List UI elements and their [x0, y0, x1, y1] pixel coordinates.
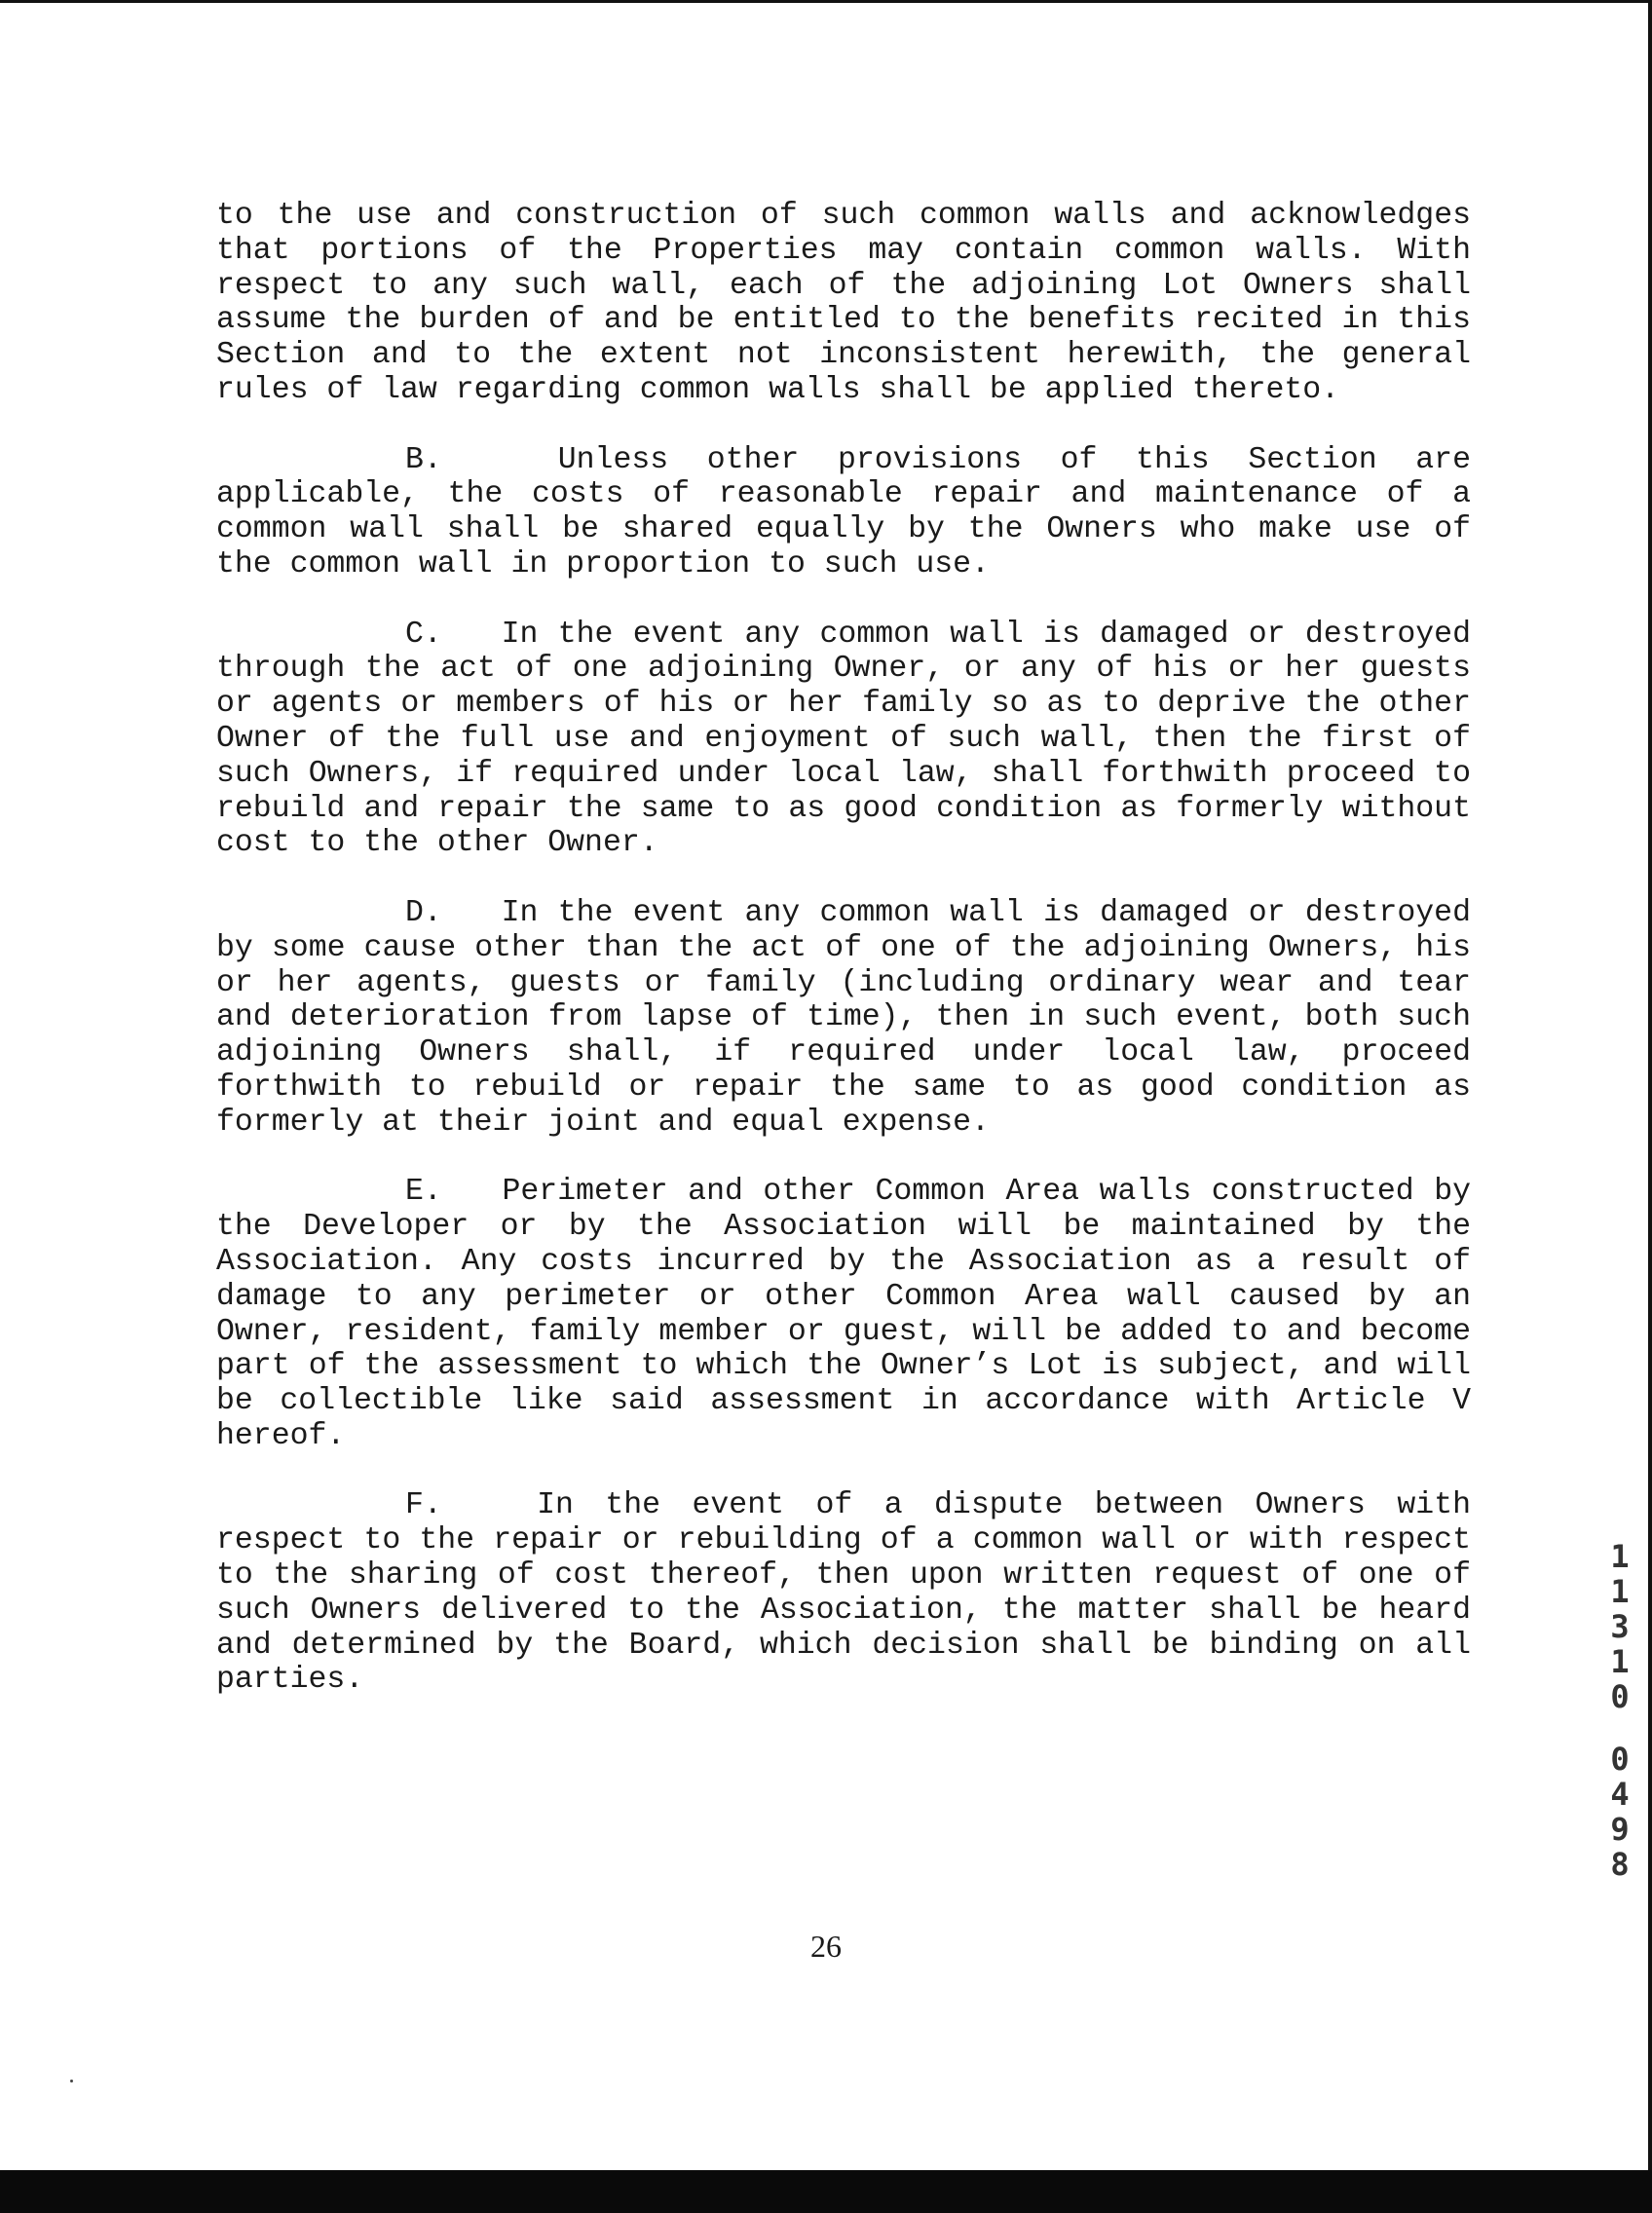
- stamp-gap: [1603, 1714, 1636, 1742]
- stamp-digit: 1: [1610, 1643, 1630, 1680]
- stamp-digit: 4: [1610, 1776, 1630, 1813]
- stamp-digit: 3: [1610, 1608, 1630, 1645]
- paragraph-label: D.: [405, 895, 442, 930]
- paragraph-c: [216, 618, 1471, 862]
- stamp-digit: 0: [1610, 1741, 1630, 1778]
- scan-speck: [70, 2080, 73, 2082]
- scan-bottom-edge: [0, 2170, 1652, 2213]
- paragraph-b: [216, 443, 1471, 582]
- paragraph-label: E.: [405, 1175, 442, 1210]
- paragraph-text: Perimeter and other Common Area walls constructed by the Developer or by the Association will be maintained by the Association. Any costs incurred by the Association as a result of damage to any perimeter or other Common Area wall caused by an Owner, resident, family member or guest, will be added to and become part of the assessment to which the Owner’s Lot is subject, and will be collectible like said assessment in accordance with Article V hereof.: [216, 1175, 1471, 1453]
- paragraph-continuation: [216, 199, 1471, 408]
- paragraph-label: C.: [405, 617, 442, 652]
- scan-top-edge: [0, 0, 1652, 3]
- paragraph-text: In the event any common wall is damaged or destroyed by some cause other than the act of one of the adjoining Owners, his or her agents, guests or family (including ordinary wear and tear and deterioration from lapse of time), then in such event, both such adjoining Owners shall, if required under local law, proceed forthwith to rebuild or repair the same to as good condition as formerly at their joint and equal expense.: [216, 895, 1471, 1140]
- paragraph-label: F.: [405, 1488, 442, 1523]
- page-number: 26: [810, 1929, 842, 1964]
- paragraph-e: [216, 1175, 1471, 1453]
- stamp-digit: 9: [1610, 1811, 1630, 1848]
- paragraph-text: to the use and construction of such common walls and acknowledges that portions of the Properties may contain common walls. With respect to any such wall, each of the adjoining Lot Owners shall assume the burden of and be entitled to the benefits recited in this Section and to the extent not inconsistent herewith, the general rules of law regarding common walls shall be applied thereto.: [216, 199, 1471, 407]
- paragraph-text: In the event of a dispute between Owners with respect to the repair or rebuilding of a common wall or with respect to the sharing of cost thereof, then upon written request of one of such Owners delivered to the Association, the matter shall be heard and determined by the Board, which decision shall be binding on all parties.: [216, 1488, 1472, 1698]
- body-text: [216, 199, 1471, 1733]
- paragraph-f: [216, 1488, 1471, 1698]
- stamp-digit: 0: [1610, 1678, 1630, 1715]
- paragraph-text: Unless other provisions of this Section are applicable, the costs of reasonable repair and maintenance of a common wall shall be shared equally by the Owners who make use of the common wall in proportion to such use.: [216, 442, 1471, 581]
- stamp-digit: 1: [1610, 1538, 1630, 1575]
- document-stamp-number: [1603, 1539, 1636, 1882]
- scan-right-edge: [1648, 0, 1652, 2213]
- paragraph-label: B.: [405, 442, 442, 477]
- stamp-digit: 8: [1610, 1846, 1630, 1883]
- stamp-digit: 1: [1610, 1573, 1630, 1610]
- paragraph-d: [216, 896, 1471, 1141]
- paragraph-text: In the event any common wall is damaged or destroyed through the act of one adjoining Owner, or any of his or her guests or agents or members of his or her family so as to deprive the other Owner of the full use and enjoyment of such wall, then the first of such Owners, if required under local law, shall forthwith proceed to rebuild and repair the same to as good condition as formerly without cost to the other Owner.: [216, 617, 1471, 861]
